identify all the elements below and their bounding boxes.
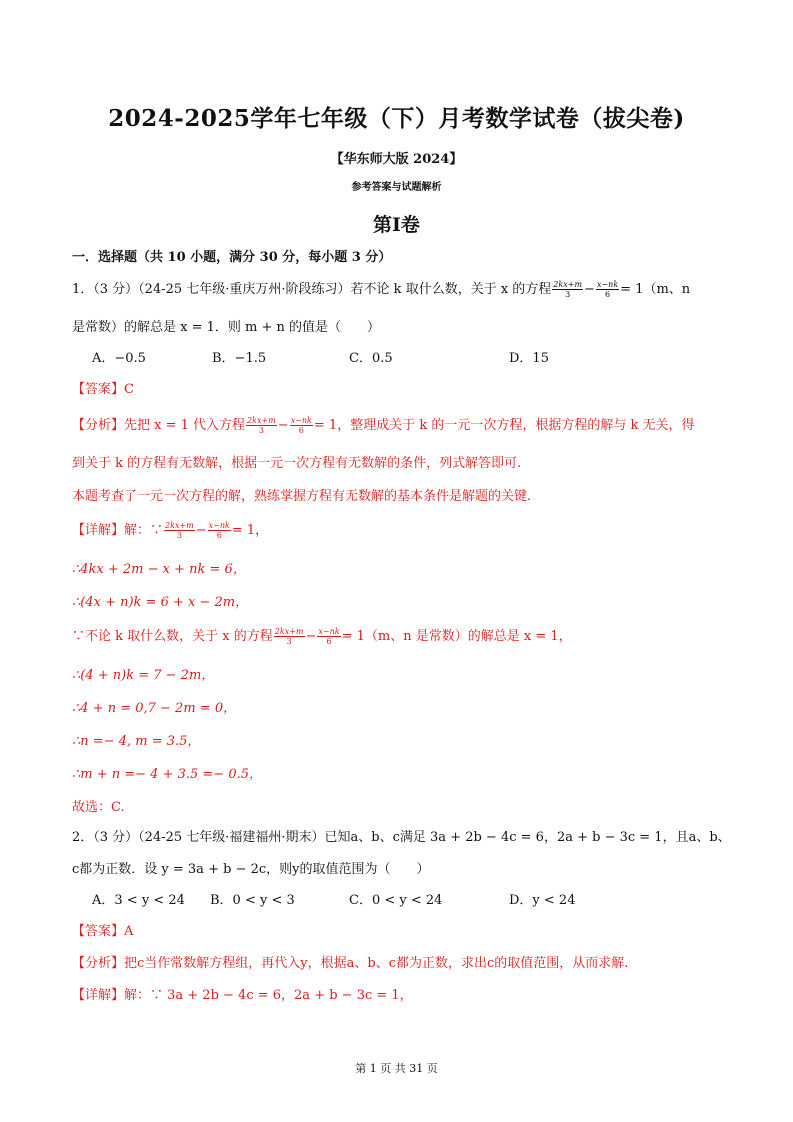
q2-option-d: D．y < 24 xyxy=(509,893,576,908)
page-title: 2024-2025学年七年级（下）月考数学试卷（拔尖卷) xyxy=(108,105,685,132)
analysis-text: 【分析】先把 x = 1 代入方程 xyxy=(72,418,246,433)
q1-step-5: ∴n =− 4, m = 3.5， xyxy=(72,734,201,749)
minus-sign: − xyxy=(305,629,317,644)
minus-sign: − xyxy=(195,523,207,538)
q1-option-d: D．15 xyxy=(509,351,549,366)
analysis-fraction-1 xyxy=(246,416,277,435)
q1-fraction-1 xyxy=(552,280,583,299)
fraction-numerator: x−nk xyxy=(318,627,340,636)
q1-stem-line1 xyxy=(72,278,732,299)
condition-fraction-2 xyxy=(317,627,340,646)
fraction-numerator: x−nk xyxy=(596,280,619,289)
q1-analysis-line2: 到关于 k 的方程有无数解，根据一元一次方程有无数解的条件，列式解答即可. xyxy=(72,456,522,471)
fraction-denominator: 6 xyxy=(605,290,611,299)
fraction-numerator: x−nk xyxy=(208,521,230,530)
q1-option-c: C．0.5 xyxy=(349,351,393,366)
minus-sign: − xyxy=(277,418,289,433)
q1-stem-text-end: = 1（m、n xyxy=(620,282,691,297)
fraction-denominator: 6 xyxy=(326,637,332,646)
q2-analysis: 【分析】把c当作常数解方程组，再代入y，根据a、b、c都为正数，求出c的取值范围，从而求解. xyxy=(72,956,629,971)
fraction-numerator: 2kx+m xyxy=(165,521,194,530)
q2-stem-line2: c都为正数．设 y = 3a + b − 2c，则y的取值范围为（ ） xyxy=(72,862,430,877)
q1-stem-line2: 是常数）的解总是 x = 1．则 m + n 的值是（ ） xyxy=(72,320,381,335)
fraction-numerator: 2kx+m xyxy=(247,416,276,425)
q1-step-6: ∴m + n =− 4 + 3.5 =− 0.5， xyxy=(72,767,263,782)
q1-step-2: ∴(4x + n)k = 6 + x − 2m， xyxy=(72,595,249,610)
fraction-denominator: 3 xyxy=(258,426,264,435)
condition-fraction-1 xyxy=(274,627,305,646)
minus-sign: − xyxy=(584,282,595,297)
q1-detail-line1 xyxy=(72,519,732,540)
fraction-denominator: 6 xyxy=(298,426,304,435)
fraction-denominator: 6 xyxy=(216,531,222,540)
fraction-numerator: x−nk xyxy=(290,416,312,425)
detail-text: 【详解】解：∵ xyxy=(72,523,164,538)
detail-fraction-1 xyxy=(164,521,195,540)
analysis-fraction-2 xyxy=(290,416,313,435)
fraction-denominator: 3 xyxy=(286,637,292,646)
q1-step-3: ∴(4 + n)k = 7 − 2m， xyxy=(72,668,215,683)
q1-option-b: B．−1.5 xyxy=(212,351,267,366)
q1-choice: 故选：C. xyxy=(72,800,125,815)
q1-analysis-line1 xyxy=(72,414,732,435)
q2-answer: 【答案】A xyxy=(72,924,134,939)
q1-answer: 【答案】C xyxy=(72,382,134,397)
q1-option-a: A．−0.5 xyxy=(92,351,146,366)
detail-fraction-2 xyxy=(208,521,231,540)
condition-text-end: = 1（m、n 是常数）的解总是 x = 1， xyxy=(341,629,572,644)
page-footer: 第 1 页 共 31 页 xyxy=(355,1062,438,1075)
q1-stem-text: 1．（3 分）（24-25 七年级·重庆万州·阶段练习）若不论 k 取什么数，关于 x 的方程 xyxy=(72,282,552,297)
q1-fraction-2 xyxy=(596,280,619,299)
q2-stem-line1: 2．（3 分）（24-25 七年级·福建福州·期末）已知a、b、c满足 3a + 2b − 4c = 6，2a + b − 3c = 1，且a、b、 xyxy=(72,830,731,845)
q1-step-4: ∴4 + n = 0,7 − 2m = 0， xyxy=(72,701,237,716)
fraction-denominator: 3 xyxy=(176,531,182,540)
q1-step-1: ∴4kx + 2m − x + nk = 6， xyxy=(72,562,246,577)
q2-detail: 【详解】解：∵ 3a + 2b − 4c = 6，2a + b − 3c = 1， xyxy=(72,988,413,1003)
section-heading: 一．选择题（共 10 小题，满分 30 分，每小题 3 分） xyxy=(72,250,392,265)
detail-text-end: = 1， xyxy=(231,523,269,538)
edition-label: 【华东师大版 2024】 xyxy=(330,152,463,167)
condition-text: ∵不论 k 取什么数，关于 x 的方程 xyxy=(72,629,273,644)
answer-heading: 参考答案与试题解析 xyxy=(351,182,442,193)
analysis-text-end: = 1，整理成关于 k 的一元一次方程，根据方程的解与 k 无关，得 xyxy=(313,418,695,433)
fraction-numerator: 2kx+m xyxy=(553,280,583,289)
fraction-numerator: 2kx+m xyxy=(274,627,304,636)
fraction-denominator: 3 xyxy=(565,290,571,299)
q1-step-condition xyxy=(72,625,732,646)
q2-option-c: C．0 < y < 24 xyxy=(349,893,443,908)
q1-analysis-line3: 本题考查了一元一次方程的解，熟练掌握方程有无数解的基本条件是解题的关键. xyxy=(72,489,532,504)
volume-heading: 第Ⅰ卷 xyxy=(373,214,420,236)
q2-option-a: A．3 < y < 24 xyxy=(92,893,185,908)
q2-option-b: B．0 < y < 3 xyxy=(210,893,295,908)
